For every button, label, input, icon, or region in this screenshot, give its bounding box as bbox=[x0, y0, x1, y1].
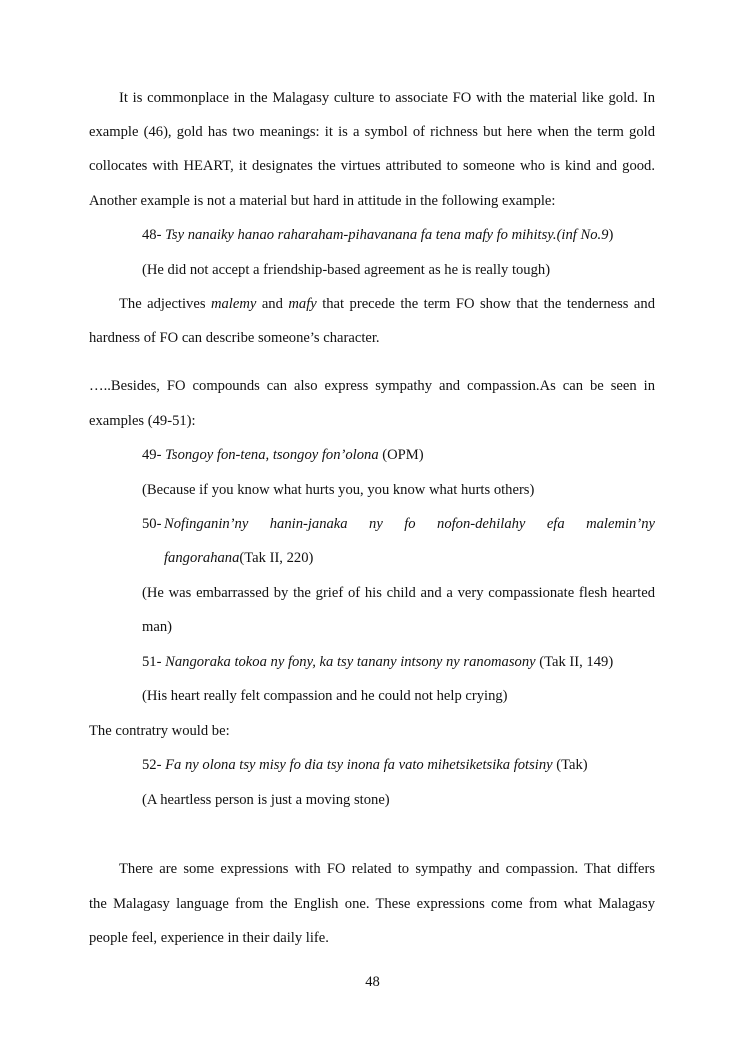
example-49-number: 49- bbox=[142, 447, 162, 463]
paragraph-3-line-1: …..Besides, FO compounds can also express sympathy and compassion.As can be seen in bbox=[89, 378, 655, 394]
example-52 bbox=[142, 756, 655, 774]
example-51 bbox=[142, 653, 655, 671]
term-mafy: mafy bbox=[288, 296, 317, 312]
example-50-translation-line-2: man) bbox=[142, 619, 172, 635]
example-48-text: Tsy nanaiky hanao raharaham-pihavanana fa tena mafy fo mihitsy.(inf No.9 bbox=[165, 227, 609, 243]
paragraph-1-line-3: collocates with HEART, it designates the virtues attributed to someone who is kind and good. bbox=[89, 158, 655, 174]
contrary-heading: The contratry would be: bbox=[89, 723, 230, 739]
paragraph-1-line-4: Another example is not a material but hard in attitude in the following example: bbox=[89, 193, 556, 209]
paragraph-2-text-c: and bbox=[256, 296, 289, 312]
example-52-translation: (A heartless person is just a moving stone) bbox=[142, 792, 390, 808]
example-50-text-line-1: Nofinganin’ny hanin-janaka ny fo nofon-dehilahy efa malemin’ny bbox=[164, 516, 655, 532]
paragraph-1-line-2: example (46), gold has two meanings: it is a symbol of richness but here when the term gold bbox=[89, 124, 655, 140]
example-51-text: Nangoraka tokoa ny fony, ka tsy tanany intsony ny ranomasony bbox=[165, 654, 536, 670]
paragraph-4-line-2: the Malagasy language from the English one. These expressions come from what Malagasy bbox=[89, 896, 655, 912]
example-48-close: ) bbox=[608, 227, 614, 243]
example-49-text: Tsongoy fon-tena, tsongoy fon’olona bbox=[165, 447, 379, 463]
example-50-source: (Tak II, 220) bbox=[239, 550, 314, 566]
example-49-source: (OPM) bbox=[378, 447, 424, 463]
paragraph-3-line-2: examples (49-51): bbox=[89, 413, 196, 429]
example-49-translation: (Because if you know what hurts you, you know what hurts others) bbox=[142, 482, 535, 498]
term-malemy: malemy bbox=[210, 296, 257, 312]
example-50-text-line-2: fangorahana bbox=[164, 550, 240, 566]
paragraph-4-line-1: There are some expressions with FO related to sympathy and compassion. That differs bbox=[119, 861, 655, 877]
paragraph-2-text-e: that precede the term FO show that the tenderness and bbox=[316, 296, 655, 312]
paragraph-2-text-a: The adjectives bbox=[119, 296, 211, 312]
paragraph-1-line-1: It is commonplace in the Malagasy culture to associate FO with the material like gold. In bbox=[119, 90, 655, 106]
example-52-number: 52- bbox=[142, 757, 162, 773]
example-51-source: (Tak II, 149) bbox=[535, 654, 614, 670]
paragraph-2-line-2: hardness of FO can describe someone’s character. bbox=[89, 330, 380, 346]
paragraph-2-line-1 bbox=[119, 295, 655, 313]
example-51-translation: (His heart really felt compassion and he could not help crying) bbox=[142, 688, 508, 704]
example-48 bbox=[142, 226, 655, 244]
example-52-source: (Tak) bbox=[552, 757, 588, 773]
example-52-text: Fa ny olona tsy misy fo dia tsy inona fa vato mihetsiketsika fotsiny bbox=[165, 757, 553, 773]
page-number: 48 bbox=[365, 974, 380, 990]
example-48-translation: (He did not accept a friendship-based agreement as he is really tough) bbox=[142, 262, 551, 278]
example-50-number: 50- bbox=[142, 516, 162, 532]
example-50-translation-line-1: (He was embarrassed by the grief of his child and a very compassionate flesh hearted bbox=[142, 585, 655, 601]
example-49 bbox=[142, 446, 655, 464]
example-51-number: 51- bbox=[142, 654, 162, 670]
example-50-line-2 bbox=[164, 549, 655, 567]
paragraph-4-line-3: people feel, experience in their daily life. bbox=[89, 930, 329, 946]
example-48-number: 48- bbox=[142, 227, 162, 243]
